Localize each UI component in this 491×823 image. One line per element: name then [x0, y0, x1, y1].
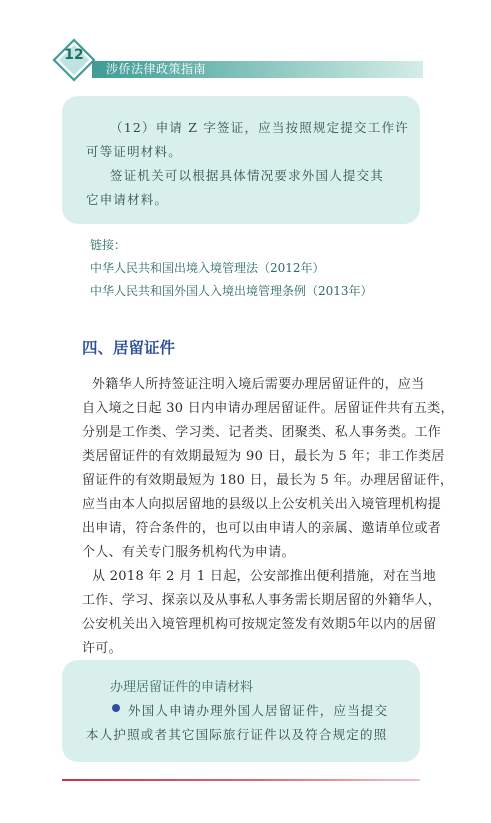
page-number: 12 — [64, 47, 84, 63]
materials-box-title: 办理居留证件的申请材料 — [110, 680, 254, 695]
body-text-line: 公安机关出入境管理机构可按规定签发有效期5年以内的居留 — [82, 617, 437, 632]
body-text-line: 个人、有关专门服务机构代为申请。 — [82, 545, 295, 560]
section-heading: 四、居留证件 — [82, 339, 176, 357]
body-text-line: 出申请，符合条件的，也可以由申请人的亲属、邀请单位或者 — [82, 521, 442, 536]
body-text-line: 外籍华人所持签证注明入境后需要办理居留证件的，应当 — [92, 377, 425, 392]
body-text-line: 从 2018 年 2 月 1 日起，公安部推出便利措施，对在当地 — [92, 569, 437, 584]
visa-note-line: 它申请材料。 — [86, 192, 169, 207]
regulation-link[interactable]: 中华人民共和国外国人入境出境管理条例（2013年） — [90, 284, 373, 298]
body-text-line: 自入境之日起 30 日内申请办理居留证件。居留证件共有五类， — [82, 401, 454, 416]
body-text-line: 工作、学习、探亲以及从事私人事务需长期居留的外籍华人， — [82, 593, 442, 608]
visa-note-line: 可等证明材料。 — [86, 144, 182, 159]
bullet-dot-icon — [112, 704, 120, 712]
body-text-line: 许可。 — [82, 641, 122, 656]
visa-note-line: （12）申请 Z 字签证，应当按照规定提交工作许 — [110, 120, 409, 135]
body-text-line: 类居留证件的有效期最短为 90 日，最长为 5 年；非工作类居 — [82, 449, 445, 464]
body-text-line: 留证件的有效期最短为 180 日，最长为 5 年。办理居留证件， — [82, 473, 454, 488]
body-text-line: 应当由本人向拟居留地的县级以上公安机关出入境管理机构提 — [82, 497, 442, 512]
visa-note-line: 签证机关可以根据具体情况要求外国人提交其 — [110, 168, 385, 183]
materials-line: 外国人申请办理外国人居留证件，应当提交 — [128, 703, 389, 718]
materials-line: 本人护照或者其它国际旅行证件以及符合规定的照 — [86, 727, 388, 742]
links-label: 链接： — [90, 238, 127, 252]
document-title: 涉侨法律政策指南 — [106, 62, 207, 76]
law-link[interactable]: 中华人民共和国出境入境管理法（2012年） — [90, 261, 325, 275]
footer-rule — [62, 779, 420, 781]
body-text-line: 分别是工作类、学习类、记者类、团聚类、私人事务类。工作 — [82, 425, 442, 440]
